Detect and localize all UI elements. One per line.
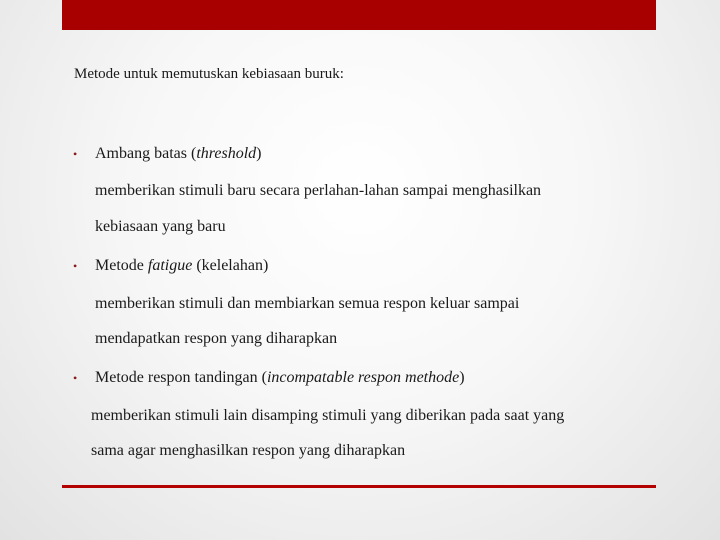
item-term-after: (kelelahan) (192, 257, 269, 274)
bullet-icon: • (73, 371, 78, 385)
item-description-line: mendapatkan respon yang diharapkan (95, 330, 338, 347)
item-term-italic: incompatable respon methode (266, 369, 460, 386)
item-description-line: memberikan stimuli dan membiarkan semua respon keluar sampai (95, 295, 520, 312)
item-term-before: Ambang batas ( (95, 145, 197, 162)
list-item-incompatible (73, 368, 465, 388)
item-term-italic: fatigue (147, 257, 193, 274)
item-term-before: Metode respon tandingan ( (95, 369, 267, 386)
item-term-before: Metode (95, 257, 148, 274)
item-description-line: kebiasaan yang baru (95, 218, 226, 235)
list-item-threshold (73, 144, 262, 164)
list-item-fatigue (73, 256, 268, 276)
item-description-line: memberikan stimuli baru secara perlahan-lahan sampai menghasilkan (95, 182, 542, 199)
header-accent-bar (62, 0, 656, 30)
item-term-after: ) (459, 369, 465, 386)
item-description-line: memberikan stimuli lain disamping stimuli yang diberikan pada saat yang (91, 407, 565, 424)
intro-heading: Metode untuk memutuskan kebiasaan buruk: (74, 66, 344, 82)
item-term-italic: threshold (196, 145, 257, 162)
bullet-icon: • (73, 259, 78, 273)
bullet-icon: • (73, 147, 78, 161)
item-term-after: ) (256, 145, 262, 162)
footer-divider (62, 485, 656, 488)
item-description-line: sama agar menghasilkan respon yang diharapkan (91, 442, 406, 459)
